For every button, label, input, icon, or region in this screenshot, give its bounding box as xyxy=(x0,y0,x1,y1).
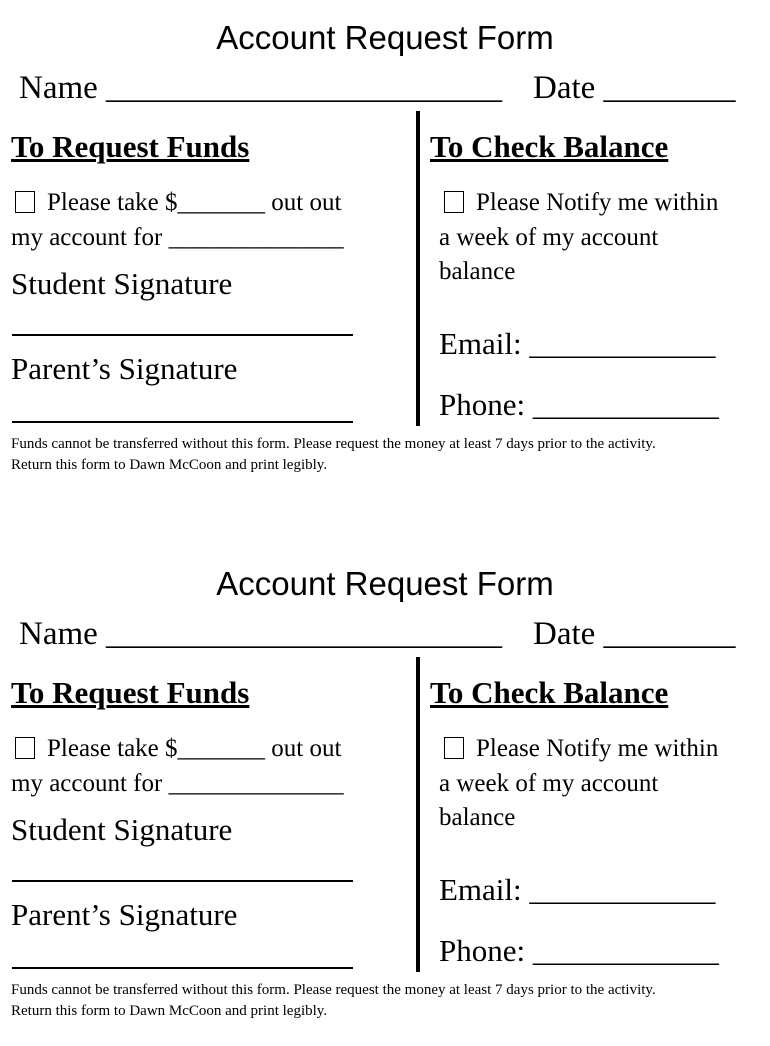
request-funds-heading: To Request Funds xyxy=(11,675,250,710)
account-request-form-2 xyxy=(0,546,770,1046)
request-funds-heading: To Request Funds xyxy=(11,129,250,164)
student-signature-label: Student Signature xyxy=(11,812,233,847)
check-balance-text-1: Please Notify me within xyxy=(476,189,719,216)
student-signature-label: Student Signature xyxy=(11,266,233,301)
request-funds-line-1 xyxy=(11,186,341,220)
parent-signature-line[interactable] xyxy=(12,421,353,423)
footer-notes xyxy=(11,434,656,476)
email-field[interactable]: Email: ____________ xyxy=(439,872,716,907)
check-balance-text-1: Please Notify me within xyxy=(476,735,719,762)
account-request-form-1 xyxy=(0,0,770,500)
request-funds-text-2: my account for ______________ xyxy=(11,224,344,251)
phone-field[interactable]: Phone: ____________ xyxy=(439,387,719,422)
footer-line-1: Funds cannot be transferred without this form. Please request the money at least 7 days prior to the activity. xyxy=(11,436,656,452)
name-field[interactable]: Name ________________________ xyxy=(19,70,503,106)
check-balance-text-3: balance xyxy=(439,258,516,285)
date-field[interactable]: Date ________ xyxy=(533,616,736,652)
request-funds-text-1: Please take $_______ out out xyxy=(47,735,342,762)
student-signature-line[interactable] xyxy=(12,334,353,336)
request-funds-text-1: Please take $_______ out out xyxy=(47,189,342,216)
check-balance-heading: To Check Balance xyxy=(430,675,669,710)
request-funds-checkbox[interactable] xyxy=(15,191,35,213)
check-balance-text-2: a week of my account xyxy=(439,770,659,797)
column-divider xyxy=(416,657,420,972)
parent-signature-line[interactable] xyxy=(12,967,353,969)
student-signature-line[interactable] xyxy=(12,880,353,882)
check-balance-text-3: balance xyxy=(439,804,516,831)
phone-field[interactable]: Phone: ____________ xyxy=(439,933,719,968)
form-title: Account Request Form xyxy=(216,19,554,56)
footer-line-2: Return this form to Dawn McCoon and print legibly. xyxy=(11,1003,328,1019)
check-balance-text-2: a week of my account xyxy=(439,224,659,251)
check-balance-checkbox[interactable] xyxy=(444,191,464,213)
form-title: Account Request Form xyxy=(216,565,554,602)
column-divider xyxy=(416,111,420,426)
email-field[interactable]: Email: ____________ xyxy=(439,326,716,361)
check-balance-checkbox[interactable] xyxy=(444,737,464,759)
name-field[interactable]: Name ________________________ xyxy=(19,616,503,652)
check-balance-heading: To Check Balance xyxy=(430,129,669,164)
check-balance-line-1 xyxy=(440,186,718,220)
footer-notes xyxy=(11,980,656,1022)
parent-signature-label: Parent’s Signature xyxy=(11,897,238,932)
footer-line-2: Return this form to Dawn McCoon and print legibly. xyxy=(11,457,328,473)
parent-signature-label: Parent’s Signature xyxy=(11,351,238,386)
request-funds-line-1 xyxy=(11,732,341,766)
check-balance-line-1 xyxy=(440,732,718,766)
request-funds-text-2: my account for ______________ xyxy=(11,770,344,797)
date-field[interactable]: Date ________ xyxy=(533,70,736,106)
footer-line-1: Funds cannot be transferred without this form. Please request the money at least 7 days prior to the activity. xyxy=(11,982,656,998)
request-funds-checkbox[interactable] xyxy=(15,737,35,759)
